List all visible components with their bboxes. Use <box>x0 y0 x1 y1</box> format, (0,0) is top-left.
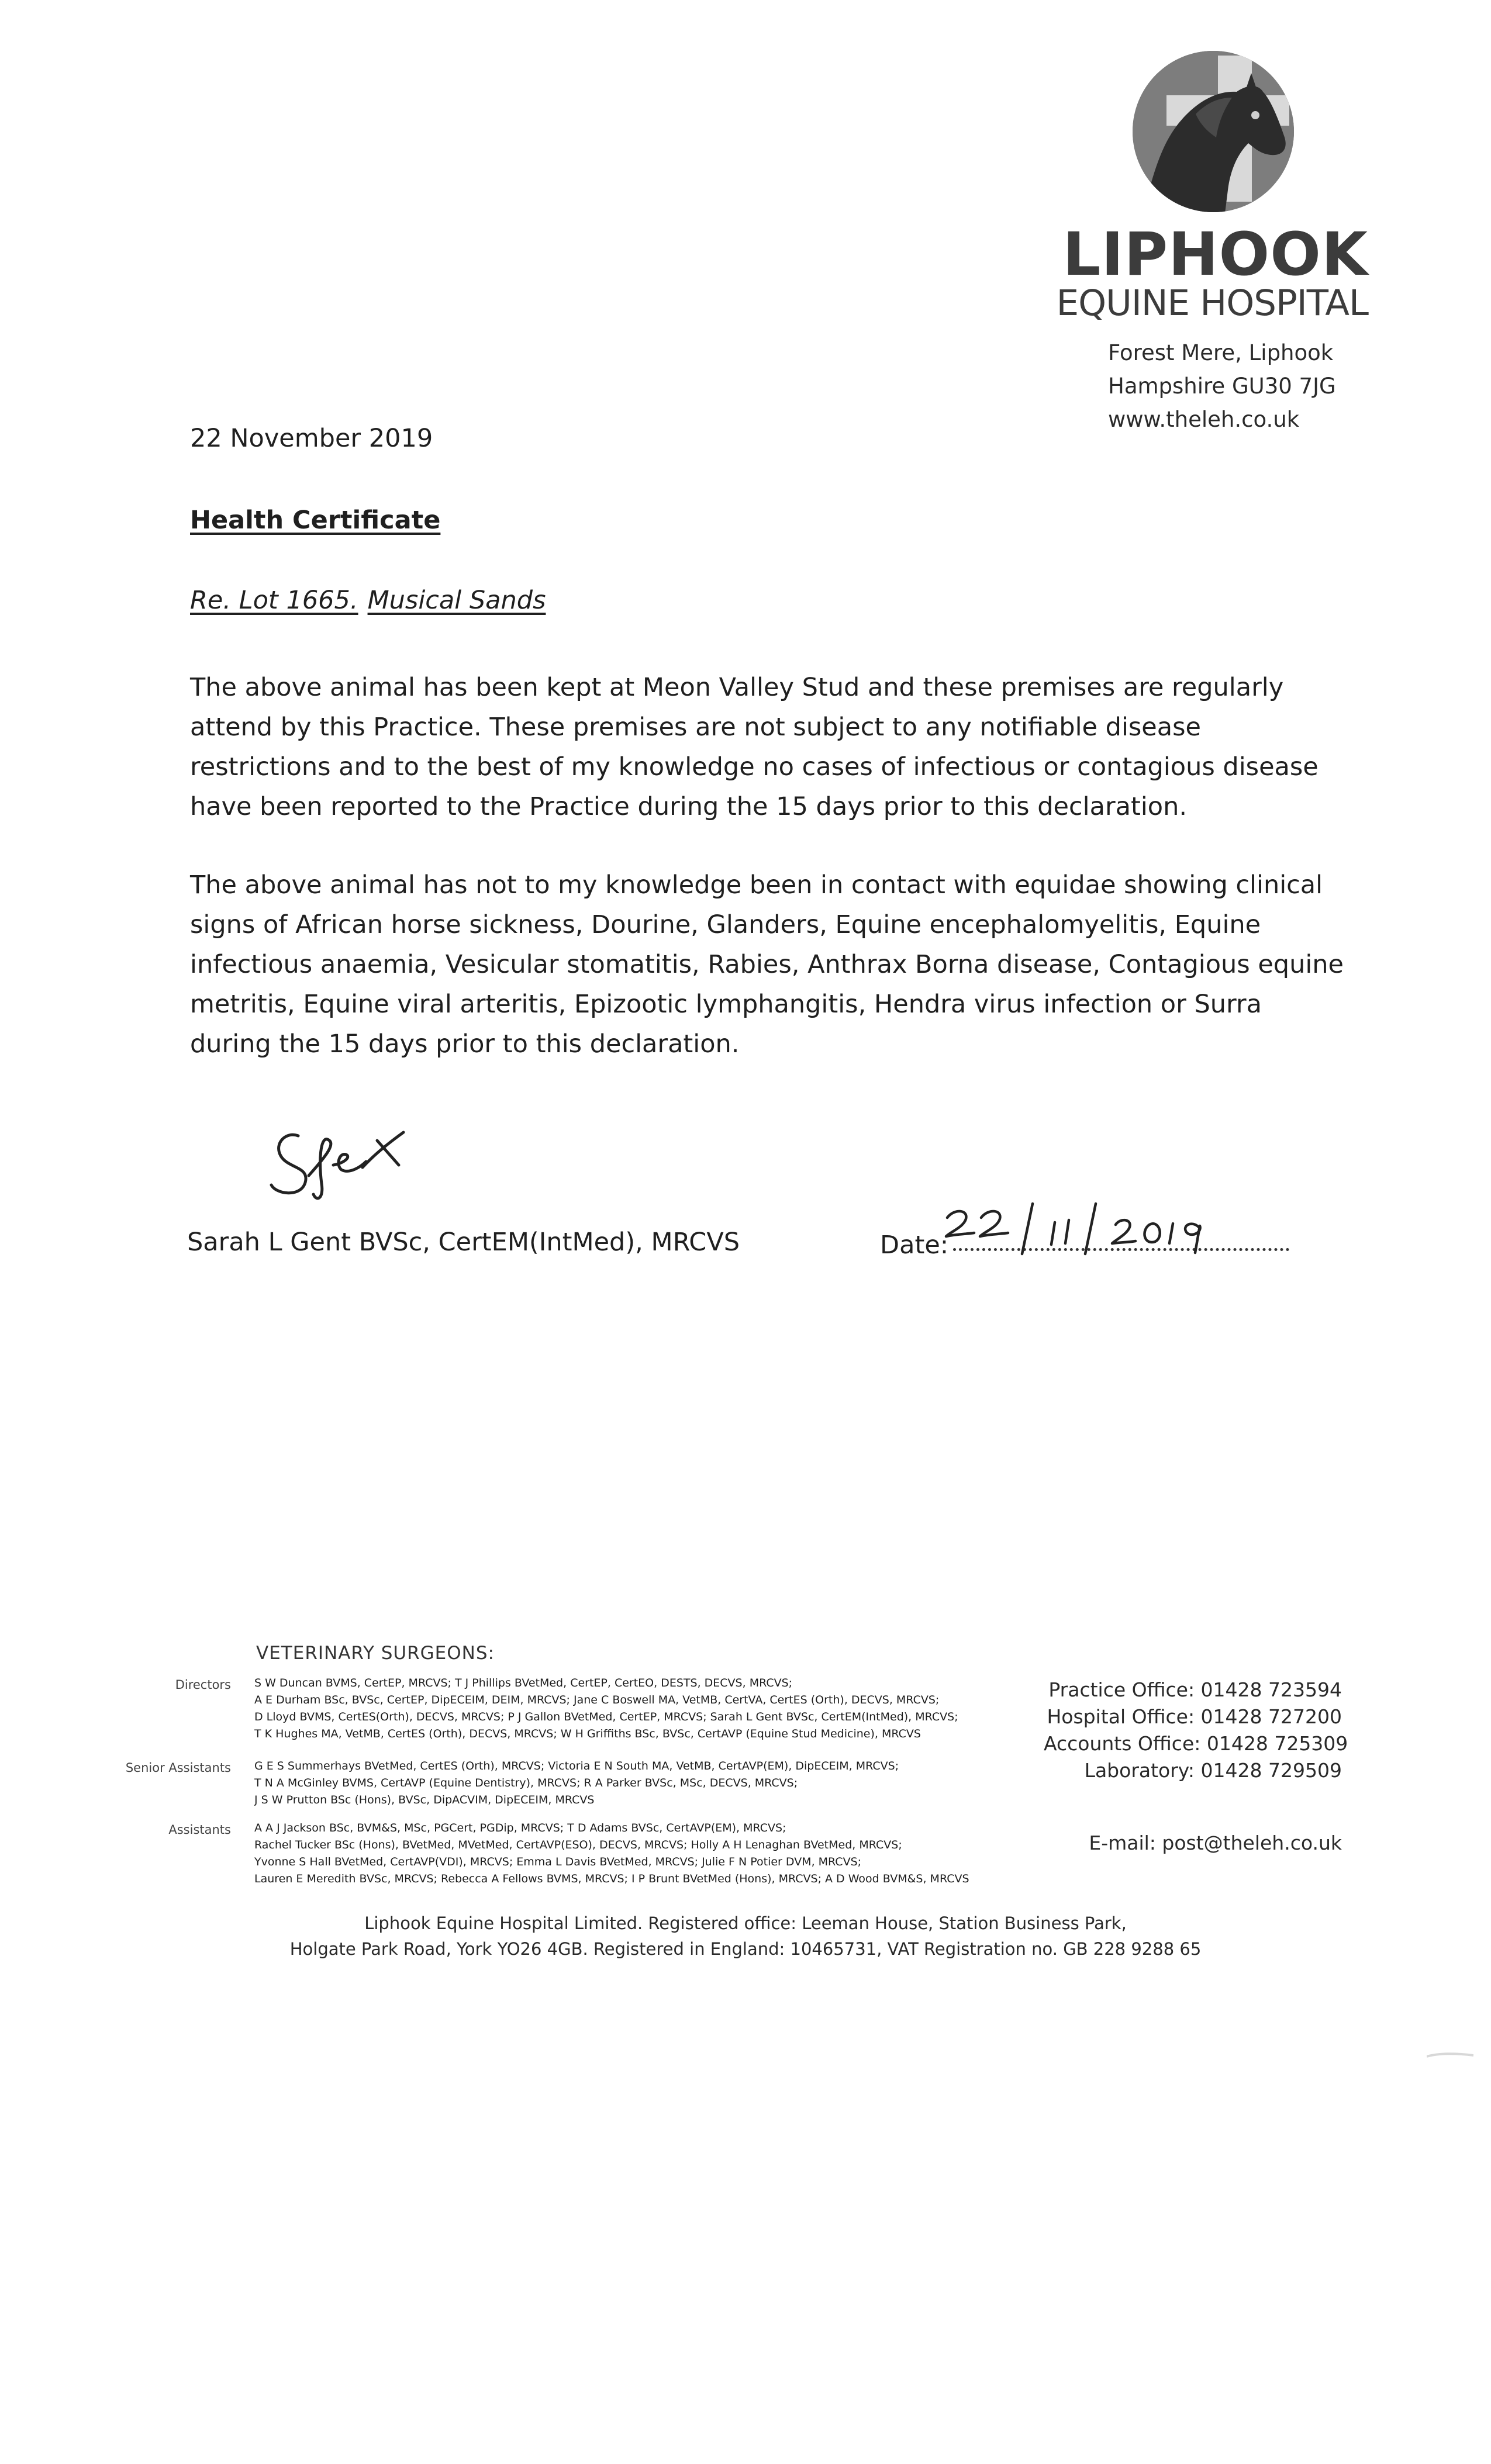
email-contact[interactable]: E-mail: post@theleh.co.uk <box>1089 1831 1342 1854</box>
handwritten-signature <box>263 1119 427 1207</box>
letter-date: 22 November 2019 <box>190 424 433 453</box>
hospital-office-phone: Hospital Office: 01428 727200 <box>1047 1705 1342 1728</box>
veterinary-surgeons-title: VETERINARY SURGEONS: <box>256 1643 495 1664</box>
reference-lot: Re. Lot 1665. <box>190 586 358 615</box>
surgeon-names-line: S W Duncan BVMS, CertEP, MRCVS; T J Phillips BVetMed, CertEP, CertEO, DESTS, DECVS, MRCVS; <box>254 1677 793 1689</box>
surgeon-names-line: A A J Jackson BSc, BVM&S, MSc, PGCert, PGDip, MRCVS; T D Adams BVSc, CertAVP(EM), MRCVS; <box>254 1822 786 1834</box>
reference-horse-name: Musical Sands <box>367 586 546 615</box>
brand-name: LIPHOOK <box>1062 220 1368 289</box>
surgeon-names-line: J S W Prutton BSc (Hons), BVSc, DipACVIM, DipECEIM, MRCVS <box>254 1793 595 1806</box>
website-link[interactable]: www.theleh.co.uk <box>1108 407 1300 432</box>
accounts-office-phone: Accounts Office: 01428 725309 <box>1044 1732 1348 1755</box>
surgeon-names-line: Rachel Tucker BSc (Hons), BVetMed, MVetMed, CertAVP(ESO), DECVS, MRCVS; Holly A H Lenaghan BVetMed, MRCVS; <box>254 1839 902 1851</box>
surgeon-names-line: Yvonne S Hall BVetMed, CertAVP(VDI), MRCVS; Emma L Davis BVetMed, MRCVS; Julie F N Potier DVM, MRCVS; <box>254 1855 862 1868</box>
brand-subtitle: EQUINE HOSPITAL <box>1056 282 1368 324</box>
surgeon-names-line: G E S Summerhays BVetMed, CertES (Orth), MRCVS; Victoria E N South MA, VetMB, CertAVP(EM), DipECEIM, MRCVS; <box>254 1760 899 1772</box>
handwritten-date <box>930 1195 1234 1257</box>
role-label-senior-assistants: Senior Assistants <box>125 1761 231 1775</box>
surgeon-names-line: A E Durham BSc, BVSc, CertEP, DipECEIM, DEIM, MRCVS; Jane C Boswell MA, VetMB, CertVA, CertES (Orth), DECVS, MRCVS; <box>254 1694 940 1706</box>
hospital-address <box>1108 336 1336 436</box>
horse-head-cross-icon <box>1131 50 1295 213</box>
date-label: Date: <box>880 1231 949 1260</box>
laboratory-phone: Laboratory: 01428 729509 <box>1084 1759 1342 1782</box>
surgeon-names-line: T N A McGinley BVMS, CertAVP (Equine Dentistry), MRCVS; R A Parker BVSc, MSc, DECVS, MRCVS; <box>254 1777 798 1789</box>
assistants-list <box>254 1820 1067 1888</box>
role-label-directors: Directors <box>175 1678 231 1692</box>
disease-contact-paragraph: The above animal has not to my knowledge been in contact with equidae showing clinical signs of African horse sickness, Dourine, Glanders, Equine encephalomyelitis, Equine infectious anaemia, Vesicular stomatitis, Rabies, Anthrax Borna disease, Contagious equine metritis, Equine viral arteritis, Epizootic lymphangitis, Hendra virus infection or Surra during the 15 days prior to this declaration. <box>190 870 1344 1059</box>
surgeon-names-line: D Lloyd BVMS, CertES(Orth), DECVS, MRCVS; P J Gallon BVetMed, CertEP, MRCVS; Sarah L Gent BVSc, CertEM(IntMed), MRCVS; <box>254 1710 958 1723</box>
directors-list <box>254 1675 1067 1743</box>
certificate-reference <box>190 586 546 615</box>
signatory-name: Sarah L Gent BVSc, CertEM(IntMed), MRCVS <box>187 1228 740 1257</box>
practice-office-phone: Practice Office: 01428 723594 <box>1048 1678 1342 1701</box>
senior-assistants-list <box>254 1758 1067 1809</box>
address-line: Hampshire GU30 7JG <box>1108 374 1336 399</box>
certificate-title: Health Certificate <box>190 506 441 535</box>
address-line: Forest Mere, Liphook <box>1108 340 1334 365</box>
registration-line: Liphook Equine Hospital Limited. Registered office: Leeman House, Station Business Park, <box>364 1913 1127 1933</box>
surgeon-names-line: Lauren E Meredith BVSc, MRCVS; Rebecca A Fellows BVMS, MRCVS; I P Brunt BVetMed (Hons), MRCVS; A D Wood BVM&S, MRCVS <box>254 1872 969 1885</box>
scan-artifact <box>1427 2052 1473 2059</box>
company-registration <box>175 1910 1316 1962</box>
role-label-assistants: Assistants <box>168 1823 231 1837</box>
registration-line: Holgate Park Road, York YO26 4GB. Registered in England: 10465731, VAT Registration no. GB 228 9288 65 <box>289 1939 1202 1959</box>
declaration-paragraph: The above animal has been kept at Meon Valley Stud and these premises are regularly attend by this Practice. These premises are not subject to any notifiable disease restrictions and to the best of my knowledge no cases of infectious or contagious disease have been reported to the Practice during the 15 days prior to this declaration. <box>190 673 1319 821</box>
surgeon-names-line: T K Hughes MA, VetMB, CertES (Orth), DECVS, MRCVS; W H Griffiths BSc, BVSc, CertAVP (Equine Stud Medicine), MRCVS <box>254 1727 921 1740</box>
contact-numbers <box>1044 1677 1348 1784</box>
